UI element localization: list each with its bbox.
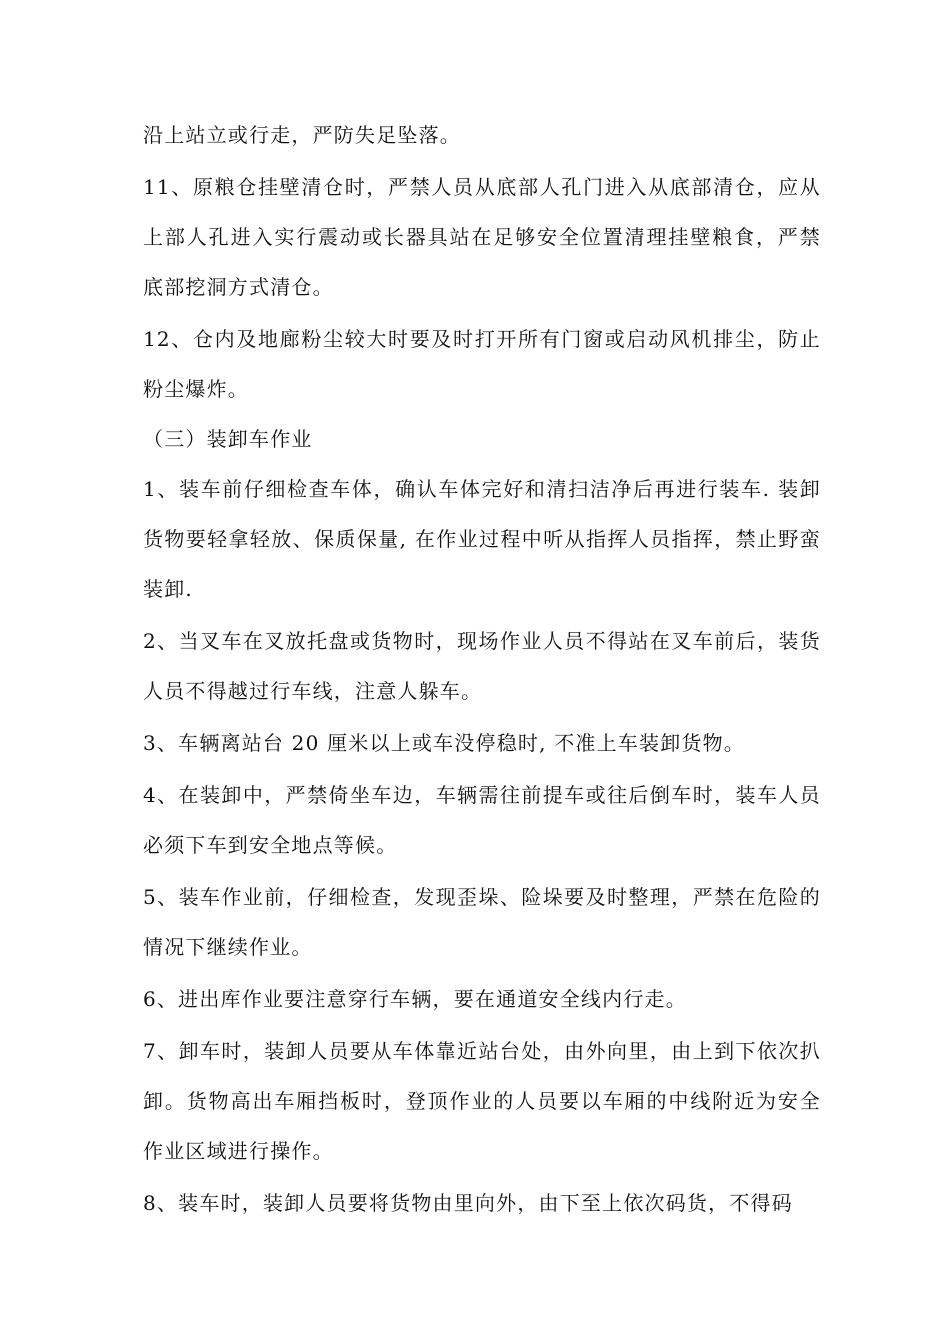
paragraph-item-4: 4、在装卸中，严禁倚坐车边，车辆需往前提车或往后倒车时，装车人员必须下车到安全地点等候。 (143, 783, 821, 857)
paragraph-item-1: 1、装车前仔细检查车体，确认车体完好和清扫洁净后再进行装车. 装卸货物要轻拿轻放、保质保量, 在作业过程中听从指挥人员指挥，禁止野蛮装卸. (143, 477, 821, 601)
paragraph-item-11: 11、原粮仓挂壁清仓时，严禁人员从底部人孔门进入从底部清仓，应从上部人孔进入实行震动或长器具站在足够安全位置清理挂壁粮食，严禁底部挖洞方式清仓。 (143, 175, 821, 299)
paragraph-item-12: 12、仓内及地廊粉尘较大时要及时打开所有门窗或启动风机排尘，防止粉尘爆炸。 (143, 327, 821, 401)
paragraph-item-2: 2、当叉车在叉放托盘或货物时，现场作业人员不得站在叉车前后，装货人员不得越过行车线，注意人躲车。 (143, 629, 821, 703)
document-body (143, 110, 821, 1228)
paragraph-item-5: 5、装车作业前，仔细检查，发现歪垛、险垛要及时整理，严禁在危险的情况下继续作业。 (143, 885, 821, 959)
paragraph-item-7: 7、卸车时，装卸人员要从车体靠近站台处，由外向里，由上到下依次扒卸。货物高出车厢挡板时，登顶作业的人员要以车厢的中线附近为安全作业区域进行操作。 (143, 1039, 821, 1163)
paragraph-continuation: 沿上站立或行走，严防失足坠落。 (143, 123, 461, 147)
paragraph-item-8: 8、装车时，装卸人员要将货物由里向外，由下至上依次码货，不得码 (143, 1191, 793, 1215)
section-heading-loading-unloading: （三）装卸车作业 (143, 427, 313, 451)
paragraph-item-3: 3、车辆离站台 20 厘米以上或车没停稳时, 不准上车装卸货物。 (143, 731, 746, 755)
paragraph-item-6: 6、进出库作业要注意穿行车辆，要在通道安全线内行走。 (143, 987, 687, 1011)
